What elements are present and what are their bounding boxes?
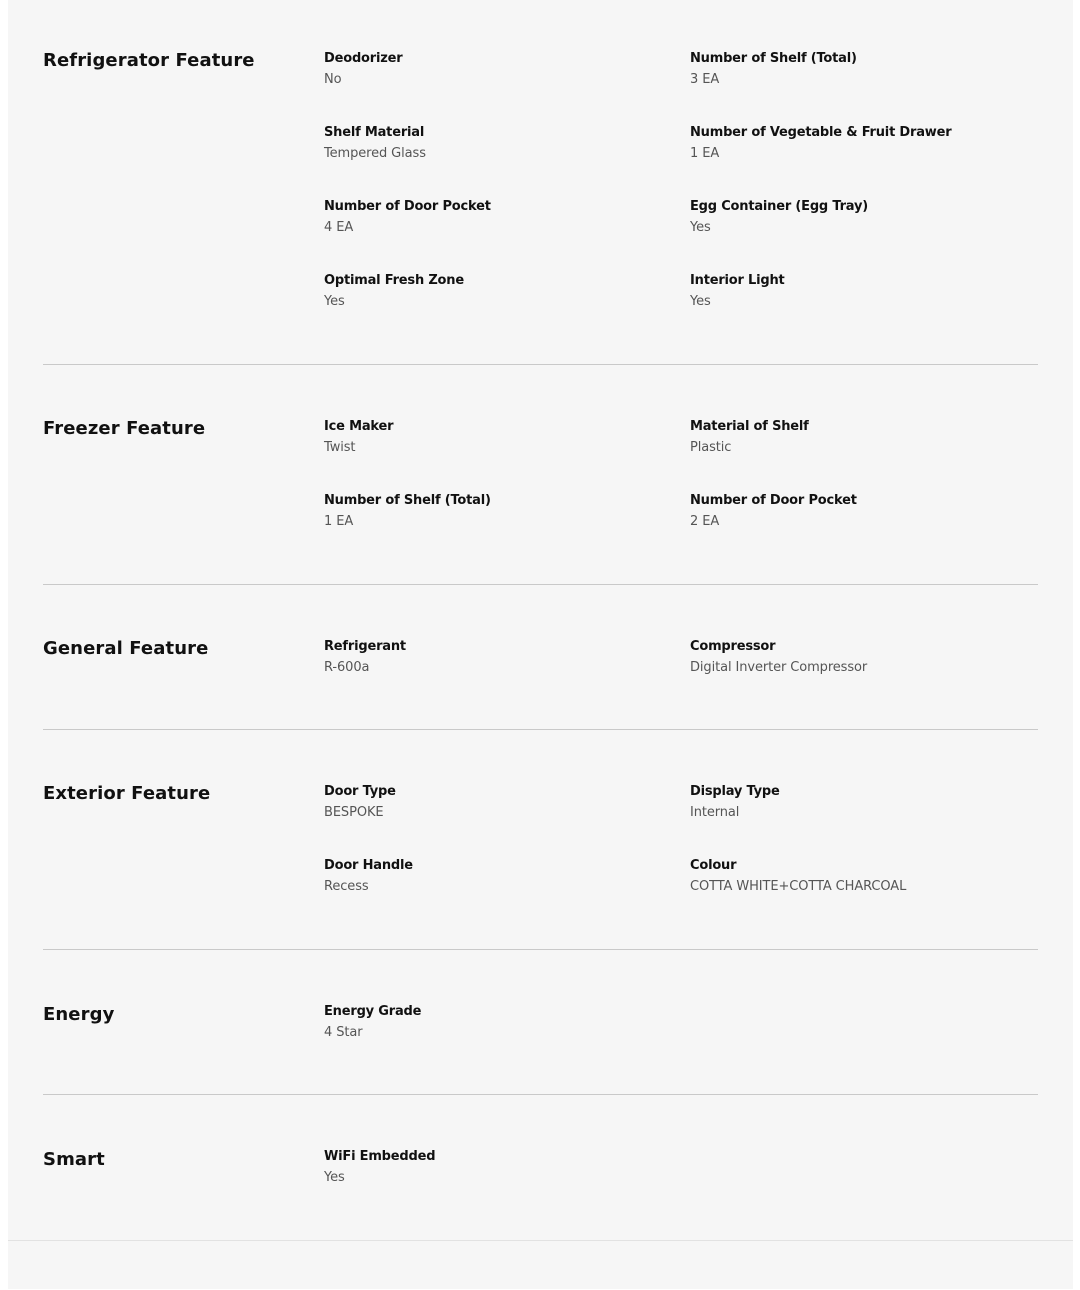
spec-item <box>690 273 1030 310</box>
spec-label: Optimal Fresh Zone <box>324 273 464 288</box>
spec-label: Interior Light <box>690 273 785 288</box>
spec-label: Door Type <box>324 784 396 799</box>
spec-item <box>324 858 664 895</box>
spec-item <box>324 1149 664 1186</box>
spec-value: 4 Star <box>324 1025 363 1040</box>
section-title: Exterior Feature <box>43 783 211 804</box>
spec-label: Compressor <box>690 639 776 654</box>
spec-value: No <box>324 72 342 87</box>
spec-value: Digital Inverter Compressor <box>690 660 868 675</box>
spec-item <box>324 51 664 88</box>
spec-item <box>324 493 664 530</box>
spec-value: Twist <box>324 440 356 455</box>
section-divider <box>43 729 1038 730</box>
spec-value: Plastic <box>690 440 732 455</box>
spec-item <box>324 273 664 310</box>
spec-item <box>690 784 1030 821</box>
spec-value: 2 EA <box>690 514 720 529</box>
spec-item <box>324 784 664 821</box>
spec-value: Yes <box>690 294 711 309</box>
spec-item <box>690 858 1030 895</box>
spec-item <box>690 639 1030 676</box>
spec-value: Tempered Glass <box>324 146 426 161</box>
spec-item <box>690 493 1030 530</box>
spec-label: Display Type <box>690 784 780 799</box>
spec-label: Ice Maker <box>324 419 394 434</box>
spec-value: 4 EA <box>324 220 354 235</box>
spec-value: 1 EA <box>324 514 354 529</box>
spec-label: Shelf Material <box>324 125 425 140</box>
section-divider <box>43 949 1038 950</box>
section-title: Refrigerator Feature <box>43 50 255 71</box>
section-title: Freezer Feature <box>43 418 206 439</box>
spec-label: Refrigerant <box>324 639 406 654</box>
section-title: Energy <box>43 1004 115 1025</box>
spec-item <box>324 639 664 676</box>
spec-item <box>324 419 664 456</box>
spec-value: R-600a <box>324 660 370 675</box>
specs-panel <box>8 0 1073 1289</box>
spec-item <box>324 125 664 162</box>
spec-label: Energy Grade <box>324 1004 422 1019</box>
spec-value: BESPOKE <box>324 805 384 820</box>
spec-item <box>690 419 1030 456</box>
spec-label: Number of Door Pocket <box>324 199 491 214</box>
section-divider <box>43 364 1038 365</box>
spec-label: WiFi Embedded <box>324 1149 436 1164</box>
spec-value: Recess <box>324 879 369 894</box>
spec-value: Internal <box>690 805 740 820</box>
spec-item <box>324 1004 664 1041</box>
spec-value: Yes <box>324 294 345 309</box>
section-divider <box>43 584 1038 585</box>
panel-bottom-divider <box>8 1240 1073 1241</box>
spec-label: Number of Vegetable & Fruit Drawer <box>690 125 952 140</box>
spec-value: COTTA WHITE+COTTA CHARCOAL <box>690 879 907 894</box>
spec-label: Egg Container (Egg Tray) <box>690 199 868 214</box>
section-divider <box>43 1094 1038 1095</box>
spec-label: Colour <box>690 858 737 873</box>
spec-label: Number of Shelf (Total) <box>324 493 491 508</box>
spec-label: Deodorizer <box>324 51 403 66</box>
spec-label: Door Handle <box>324 858 413 873</box>
spec-label: Material of Shelf <box>690 419 809 434</box>
spec-item <box>324 199 664 236</box>
section-title: General Feature <box>43 638 209 659</box>
spec-label: Number of Door Pocket <box>690 493 857 508</box>
spec-value: Yes <box>690 220 711 235</box>
spec-label: Number of Shelf (Total) <box>690 51 857 66</box>
spec-item <box>690 125 1030 162</box>
spec-value: 3 EA <box>690 72 720 87</box>
spec-value: 1 EA <box>690 146 720 161</box>
spec-item <box>690 199 1030 236</box>
section-title: Smart <box>43 1149 105 1170</box>
spec-item <box>690 51 1030 88</box>
spec-value: Yes <box>324 1170 345 1185</box>
